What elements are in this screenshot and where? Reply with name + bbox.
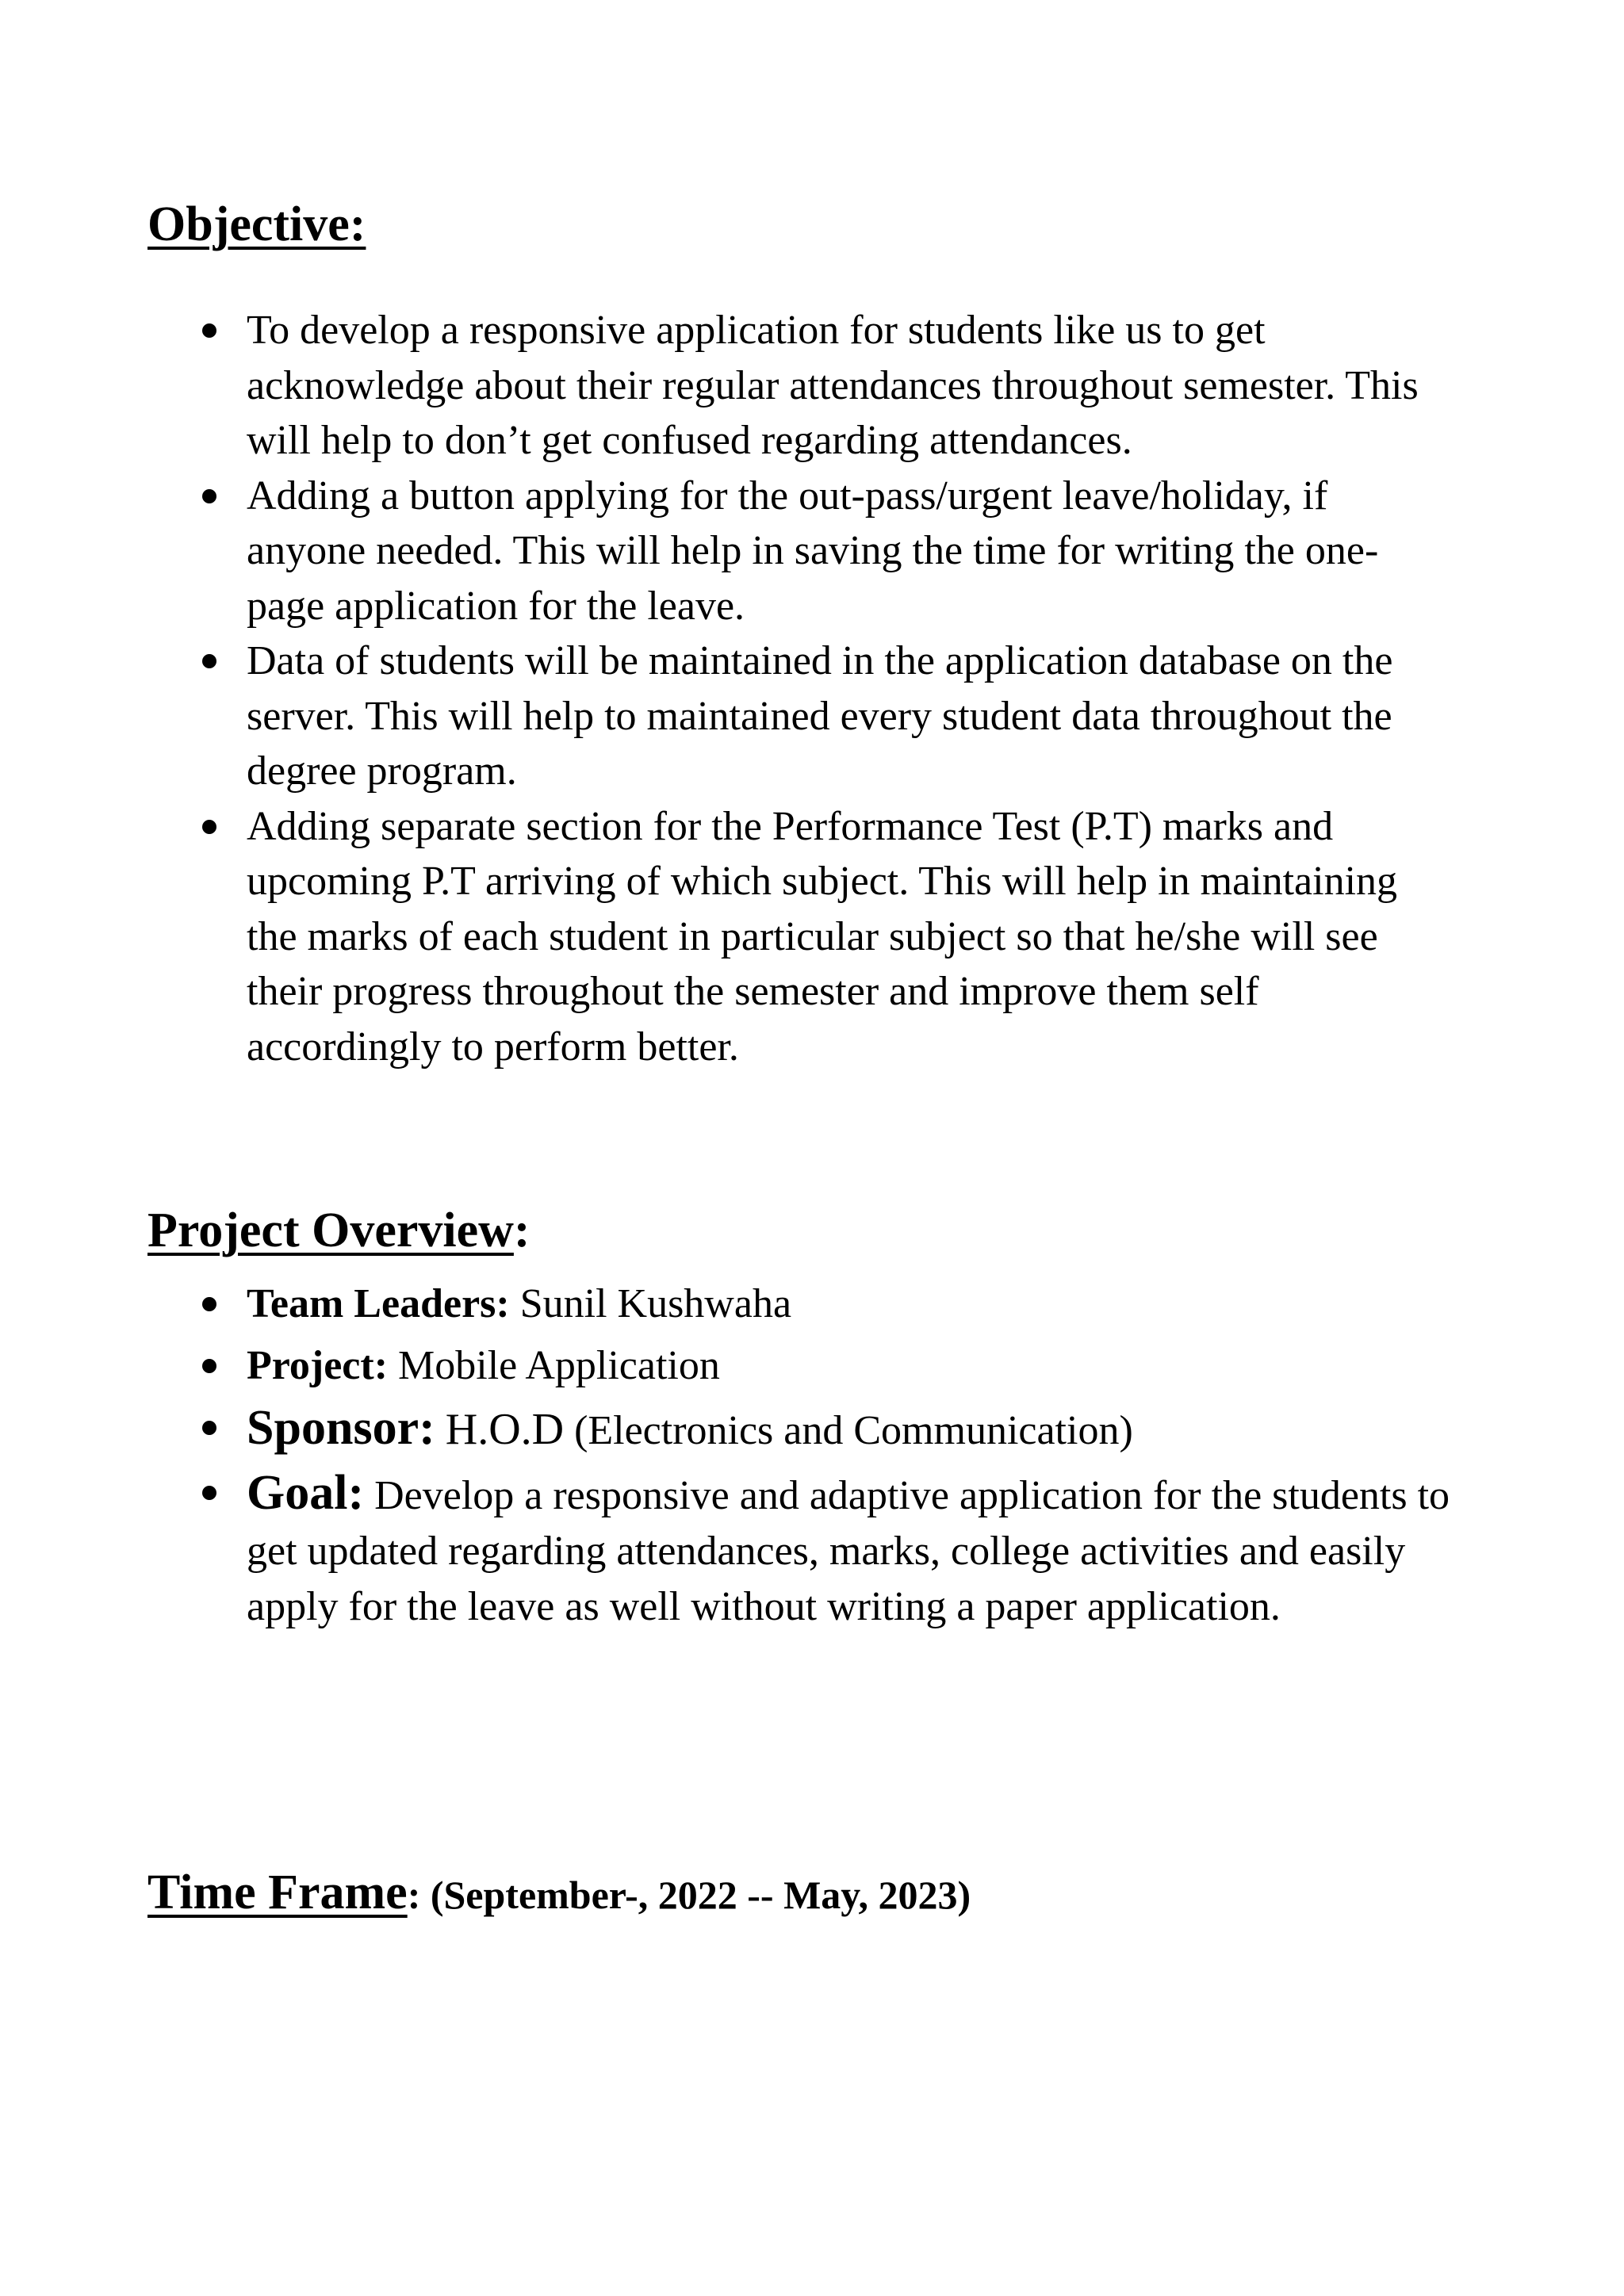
project-value: Mobile Application	[398, 1343, 720, 1388]
project-label: Project:	[247, 1343, 389, 1388]
overview-item-team-leaders	[0, 1276, 1452, 1332]
team-leaders-label: Team Leaders:	[247, 1281, 510, 1326]
overview-item-project	[0, 1338, 1452, 1394]
goal-label: Goal:	[247, 1466, 365, 1520]
objective-item: Adding a button applying for the out-pass/urgent leave/holiday, if anyone needed. This will help in saving the time for writing the one-page application for the leave.	[0, 469, 1452, 634]
goal-value: Develop a responsive and adaptive application for the students to get updated regarding attendances, marks, college activities and easily apply for the leave as well without writing a paper application.	[247, 1473, 1450, 1629]
time-frame-dates: : (September-, 2022 -- May, 2023)	[407, 1873, 971, 1917]
project-overview-list	[0, 1276, 1452, 1641]
team-leaders-value: Sunil Kushwaha	[519, 1281, 792, 1326]
sponsor-label: Sponsor:	[247, 1401, 435, 1455]
overview-item-goal	[0, 1465, 1452, 1635]
time-frame-heading	[147, 1868, 971, 1917]
objective-item: Adding separate section for the Performance Test (P.T) marks and upcoming P.T arriving of which subject. This will help in maintaining the marks of each student in particular subject so that he/she will see their progress throughout the semester and improve them self accordingly to perform better.	[0, 799, 1452, 1075]
sponsor-value-rest: (Electronics and Communication)	[574, 1408, 1133, 1453]
project-overview-heading-text: Project Overview	[147, 1203, 514, 1257]
objective-list	[0, 303, 1452, 1074]
objective-heading	[147, 197, 366, 251]
project-overview-heading	[147, 1203, 530, 1257]
objective-heading-text: Objective:	[147, 197, 366, 251]
objective-item: Data of students will be maintained in the application database on the server. This will help to maintained every student data throughout the degree program.	[0, 633, 1452, 799]
overview-item-sponsor	[0, 1400, 1452, 1459]
objective-item: To develop a responsive application for students like us to get acknowledge about their regular attendances throughout semester. This will help to don’t get confused regarding attendances.	[0, 303, 1452, 469]
time-frame-heading-text: Time Frame	[147, 1866, 408, 1919]
sponsor-value-main: H.O.D	[445, 1405, 565, 1454]
project-overview-heading-colon: :	[513, 1203, 530, 1257]
